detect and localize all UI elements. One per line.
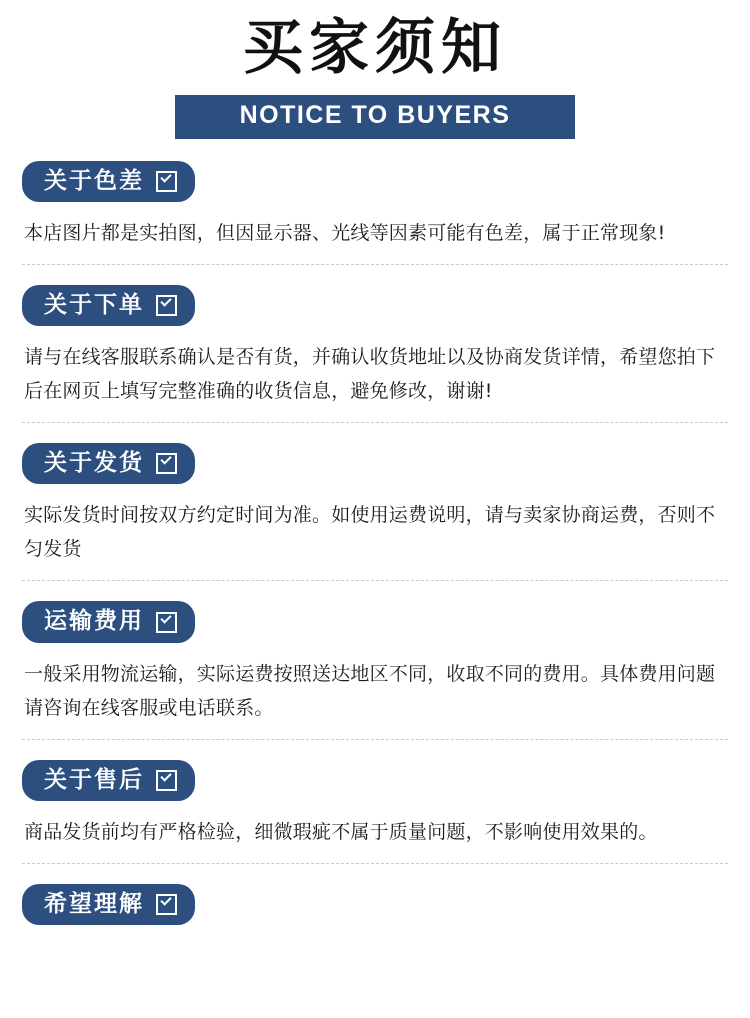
checkbox-checked-icon [156, 770, 177, 791]
section-text-color: 本店图片都是实拍图，但因显示器、光线等因素可能有色差，属于正常现象! [24, 221, 666, 244]
notice-section-aftersales [22, 760, 728, 864]
section-text-shipping: 实际发货时间按双方约定时间为准。如使用运费说明，请与卖家协商运费，否则不匀发货 [24, 504, 716, 561]
notice-section-order [22, 285, 728, 423]
spacer [22, 740, 728, 760]
section-badge-label: 关于下单 [44, 290, 144, 317]
section-badge-label: 运输费用 [44, 607, 144, 634]
section-text-freight: 一般采用物流运输，实际运费按照送达地区不同，收取不同的费用。具体费用问题请咨询在线客服或电话联系。 [24, 662, 716, 719]
section-badge-understanding [22, 884, 195, 925]
section-badge-order [22, 285, 195, 326]
section-badge-label: 关于发货 [44, 449, 144, 476]
checkbox-checked-icon [156, 171, 177, 192]
section-badge-freight [22, 601, 195, 642]
notice-section-freight [22, 601, 728, 739]
spacer [22, 581, 728, 601]
page-subtitle-wrap [0, 95, 750, 139]
spacer [22, 423, 728, 443]
section-badge-label: 希望理解 [44, 889, 144, 916]
notice-section-color [22, 161, 728, 265]
checkbox-checked-icon [156, 453, 177, 474]
page-subtitle: NOTICE TO BUYERS [175, 95, 575, 139]
section-badge-color [22, 161, 195, 202]
spacer [22, 265, 728, 285]
section-text-order: 请与在线客服联系确认是否有货，并确认收货地址以及协商发货详情，希望您拍下后在网页上填写完整准确的收货信息，避免修改，谢谢! [24, 346, 716, 403]
checkbox-checked-icon [156, 894, 177, 915]
section-badge-shipping [22, 443, 195, 484]
notice-sections [0, 161, 750, 940]
section-badge-aftersales [22, 760, 195, 801]
spacer [22, 864, 728, 884]
checkbox-checked-icon [156, 295, 177, 316]
page-header [0, 0, 750, 139]
page-title: 买家须知 [243, 13, 507, 83]
notice-section-shipping [22, 443, 728, 581]
section-text-aftersales: 商品发货前均有严格检验，细微瑕疵不属于质量问题，不影响使用效果的。 [24, 820, 658, 843]
section-badge-label: 关于售后 [44, 765, 144, 792]
notice-section-understanding [22, 884, 728, 939]
section-badge-label: 关于色差 [44, 166, 144, 193]
checkbox-checked-icon [156, 612, 177, 633]
